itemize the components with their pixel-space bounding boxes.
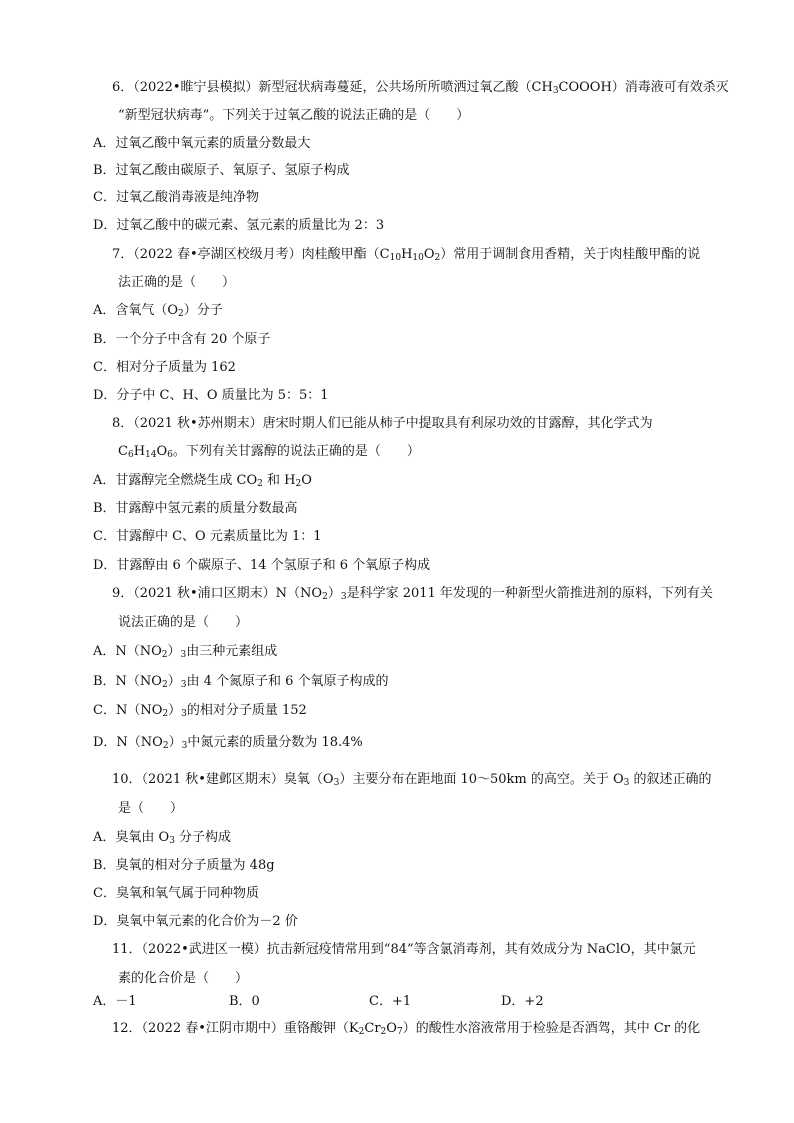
text-fragment: ）分子 (183, 303, 223, 318)
text-fragment: 12．（2022 春•江阴市期中）重铬酸钾（K (112, 1021, 359, 1036)
text-fragment: 7．（2022 春•亭湖区校级月考）肉桂酸甲酯（C (112, 247, 390, 262)
question-stem (0, 79, 794, 97)
formula-subscript: 6 (167, 450, 173, 460)
formula-subscript: 3 (180, 650, 187, 660)
answer-option: B．0 (229, 994, 260, 1009)
text-fragment: COOOH）消毒液可有效杀灭 (558, 80, 729, 95)
formula-subscript: 2 (380, 1027, 387, 1037)
question-stem (0, 771, 794, 789)
text-fragment: ） (168, 735, 182, 750)
answer-option (0, 734, 794, 752)
text-fragment: D．N（NO (93, 735, 163, 750)
text-fragment: O (386, 1021, 397, 1036)
text-fragment: 是科学家 2011 年发现的一种新型火箭推进剂的原料，下列有关 (346, 586, 713, 601)
text-fragment: A．含氧气（O (93, 303, 179, 318)
formula-subscript: 2 (358, 1027, 365, 1037)
text-fragment: 9．（2021 秋•浦口区期末）N（NO (112, 586, 323, 601)
text-fragment: C (118, 444, 128, 459)
formula-subscript: 10 (412, 253, 424, 263)
text-fragment: 由三种元素组成 (186, 644, 278, 659)
answer-option: D．臭氧中氧元素的化合价为－2 价 (93, 914, 298, 929)
question-stem: 11．（2022•武进区一模）抗击新冠疫情常用到“84”等含氯消毒剂，其有效成分为 NaClO，其中氯元 (112, 942, 696, 957)
text-fragment: O (423, 247, 435, 262)
text-fragment: 10．（2021 秋•建邺区期末）臭氧（O (112, 772, 334, 787)
question-stem-continuation: 素的化合价是（ ） (118, 971, 249, 986)
answer-option: B．过氧乙酸由碳原子、氧原子、氢原子构成 (93, 163, 350, 178)
formula-subscript: 2 (162, 741, 169, 751)
answer-option (0, 472, 794, 490)
text-fragment: 的叙述正确的 (629, 772, 712, 787)
formula-subscript: 3 (333, 778, 340, 788)
text-fragment: C．N（NO (93, 703, 163, 718)
formula-subscript: 6 (127, 450, 134, 460)
answer-option: C．相对分子质量为 162 (93, 360, 236, 375)
text-fragment: ） (167, 644, 181, 659)
formula-subscript: 3 (181, 709, 187, 719)
text-fragment: H (133, 444, 146, 459)
formula-subscript: 2 (295, 479, 302, 489)
text-fragment: A．臭氧由 O (93, 830, 170, 845)
formula-subscript: 3 (552, 86, 559, 96)
text-fragment: 6．（2022•睢宁县模拟）新型冠状病毒蔓延，公共场所所喷洒过氧乙酸（CH (112, 80, 553, 95)
text-fragment: ）的酸性水溶液常用于检验是否酒驾，其中 Cr 的化 (402, 1021, 701, 1036)
answer-option: A．过氧乙酸中氧元素的质量分数最大 (93, 136, 311, 151)
answer-option: B．臭氧的相对分子质量为 48g (93, 858, 275, 873)
text-fragment: 中氮元素的质量分数为 18.4% (187, 735, 363, 750)
question-stem-continuation: “新型冠状病毒”。下列关于过氧乙酸的说法正确的是（ ） (118, 108, 470, 123)
text-fragment: 。下列有关甘露醇的说法正确的是（ ） (172, 444, 420, 459)
answer-option: D．+2 (501, 994, 544, 1009)
answer-option: C．过氧乙酸消毒液是纯净物 (93, 190, 259, 205)
formula-subscript: 3 (169, 836, 175, 846)
answer-option: D．过氧乙酸中的碳元素、氢元素的质量比为 2：3 (93, 218, 385, 233)
question-stem-continuation: 法正确的是（ ） (118, 275, 236, 290)
question-stem-continuation (0, 443, 794, 461)
formula-subscript: 10 (389, 253, 402, 263)
formula-subscript: 2 (257, 479, 263, 489)
question-stem (0, 246, 794, 264)
answer-option (0, 643, 794, 661)
formula-subscript: 2 (434, 253, 441, 263)
text-fragment: O (301, 473, 312, 488)
answer-option: B．甘露醇中氢元素的质量分数最高 (93, 501, 298, 516)
formula-subscript: 2 (178, 309, 184, 319)
question-stem: 8．（2021 秋•苏州期末）唐宋时期人们已能从柿子中提取具有利尿功效的甘露醇，其化学式为 (112, 416, 653, 431)
formula-subscript: 2 (161, 650, 168, 660)
text-fragment: 分子构成 (174, 830, 232, 845)
text-fragment: H (401, 247, 413, 262)
formula-subscript: 2 (162, 709, 169, 719)
text-fragment: ）主要分布在距地面 10～50km 的高空。关于 O (339, 772, 624, 787)
text-fragment: A．N（NO (93, 644, 162, 659)
formula-subscript: 3 (181, 741, 188, 751)
text-fragment: ）常用于调制食用香精，关于肉桂酸甲酯的说 (440, 247, 701, 262)
answer-option (0, 673, 794, 691)
formula-subscript: 7 (396, 1027, 403, 1037)
answer-option: C．臭氧和氧气属于同种物质 (93, 886, 259, 901)
formula-subscript: 3 (180, 680, 187, 690)
answer-option: D．分子中 C、H、O 质量比为 5：5：1 (93, 388, 329, 403)
text-fragment: 的相对分子质量 152 (186, 703, 307, 718)
text-fragment: B．N（NO (93, 674, 162, 689)
question-stem-continuation: 说法正确的是（ ） (118, 615, 249, 630)
answer-option (0, 702, 794, 720)
formula-subscript: 2 (161, 680, 168, 690)
text-fragment: A．甘露醇完全燃烧生成 CO (93, 473, 258, 488)
text-fragment: ） (168, 703, 182, 718)
formula-subscript: 3 (623, 778, 630, 788)
question-stem (0, 585, 794, 603)
text-fragment: ） (327, 586, 341, 601)
answer-option (0, 302, 794, 320)
text-fragment: O (156, 444, 168, 459)
answer-option: D．甘露醇由 6 个碳原子、14 个氢原子和 6 个氧原子构成 (93, 558, 431, 573)
answer-option: B．一个分子中含有 20 个原子 (93, 332, 271, 347)
text-fragment: 和 H (262, 473, 296, 488)
answer-option: A．－1 (93, 994, 137, 1009)
question-stem (0, 1020, 794, 1038)
formula-subscript: 14 (145, 450, 157, 460)
answer-option (0, 829, 794, 847)
formula-subscript: 2 (322, 592, 328, 602)
formula-subscript: 3 (340, 592, 347, 602)
answer-option: C．甘露醇中 C、O 元素质量比为 1：1 (93, 529, 322, 544)
text-fragment: 由 4 个氮原子和 6 个氧原子构成的 (186, 674, 389, 689)
text-fragment: ） (167, 674, 181, 689)
answer-option: C．+1 (369, 994, 412, 1009)
question-stem-continuation: 是（ ） (118, 801, 184, 816)
text-fragment: Cr (364, 1021, 381, 1036)
